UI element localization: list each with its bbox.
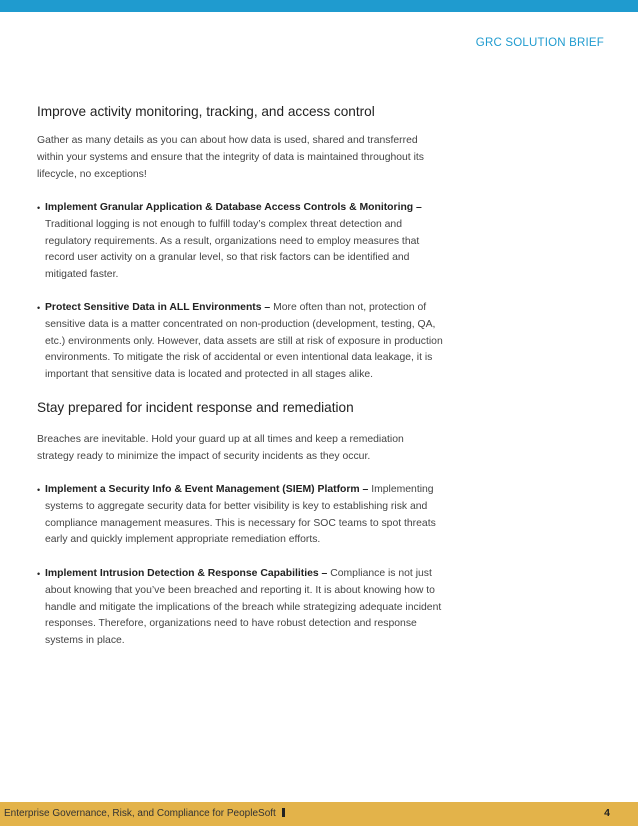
footer-bar bbox=[0, 802, 638, 826]
bullet-item bbox=[37, 200, 450, 284]
page-number: 4 bbox=[604, 807, 610, 819]
section-heading: Improve activity monitoring, tracking, and access control bbox=[37, 104, 375, 119]
bullet-heading: Implement Granular Application & Database Access Controls & Monitoring – bbox=[45, 202, 422, 213]
bullet-body: Traditional logging is not enough to fulfill today’s complex threat detection and regulatory requirements. As a result, organizations need to employ measures that record user activity on a granular level, so that risk factors can be identified and mitigated faster. bbox=[45, 218, 420, 281]
bullet-icon: • bbox=[37, 569, 41, 579]
bullet-body: More often than not, protection of sensitive data is a matter concentrated on non-production (development, testing, QA, etc.) environments only. However, data assets are still at risk of exposure in production environments. To mitigate the risk of accidental or even intentional data leakage, it is important that sensitive data is located and protected in all stages alike. bbox=[45, 302, 443, 381]
section-intro-paragraph: Gather as many details as you can about how data is used, shared and transferred within your systems and ensure that the integrity of data is maintained throughout its lifecycle, no exceptions! bbox=[37, 135, 424, 180]
bullet-item bbox=[37, 566, 450, 650]
bullet-icon: • bbox=[37, 203, 41, 213]
bullet-item bbox=[37, 300, 450, 384]
bullet-heading: Implement Intrusion Detection & Response Capabilities – bbox=[45, 568, 328, 579]
section-heading: Stay prepared for incident response and remediation bbox=[37, 400, 354, 415]
bullet-heading: Implement a Security Info & Event Management (SIEM) Platform – bbox=[45, 484, 369, 495]
bullet-heading: Protect Sensitive Data in ALL Environments – bbox=[45, 302, 271, 313]
bullet-body: Implementing systems to aggregate security data for better visibility is key to establishing risk and compliance management measures. This is necessary for SOC teams to spot threats early and quickly implement appropriate remediation efforts. bbox=[45, 484, 436, 546]
bullet-body: Compliance is not just about knowing that you’ve been breached and reporting it. It is about knowing how to handle and mitigate the implications of the breach while strategizing adequate incident responses. Therefore, organizations need to have robust detection and response systems in place. bbox=[45, 568, 442, 647]
bullet-item bbox=[37, 482, 450, 549]
document-type-label: GRC SOLUTION BRIEF bbox=[475, 37, 604, 49]
section-intro-paragraph: Breaches are inevitable. Hold your guard up at all times and keep a remediation strategy ready to minimize the impact of security incidents as they occur. bbox=[37, 434, 404, 462]
footer-title-text: Enterprise Governance, Risk, and Compliance for PeopleSoft bbox=[4, 808, 276, 819]
footer-title bbox=[4, 808, 285, 819]
top-accent-bar bbox=[0, 0, 638, 12]
footer-divider-mark bbox=[282, 808, 285, 817]
bullet-icon: • bbox=[37, 303, 41, 313]
bullet-icon: • bbox=[37, 485, 41, 495]
